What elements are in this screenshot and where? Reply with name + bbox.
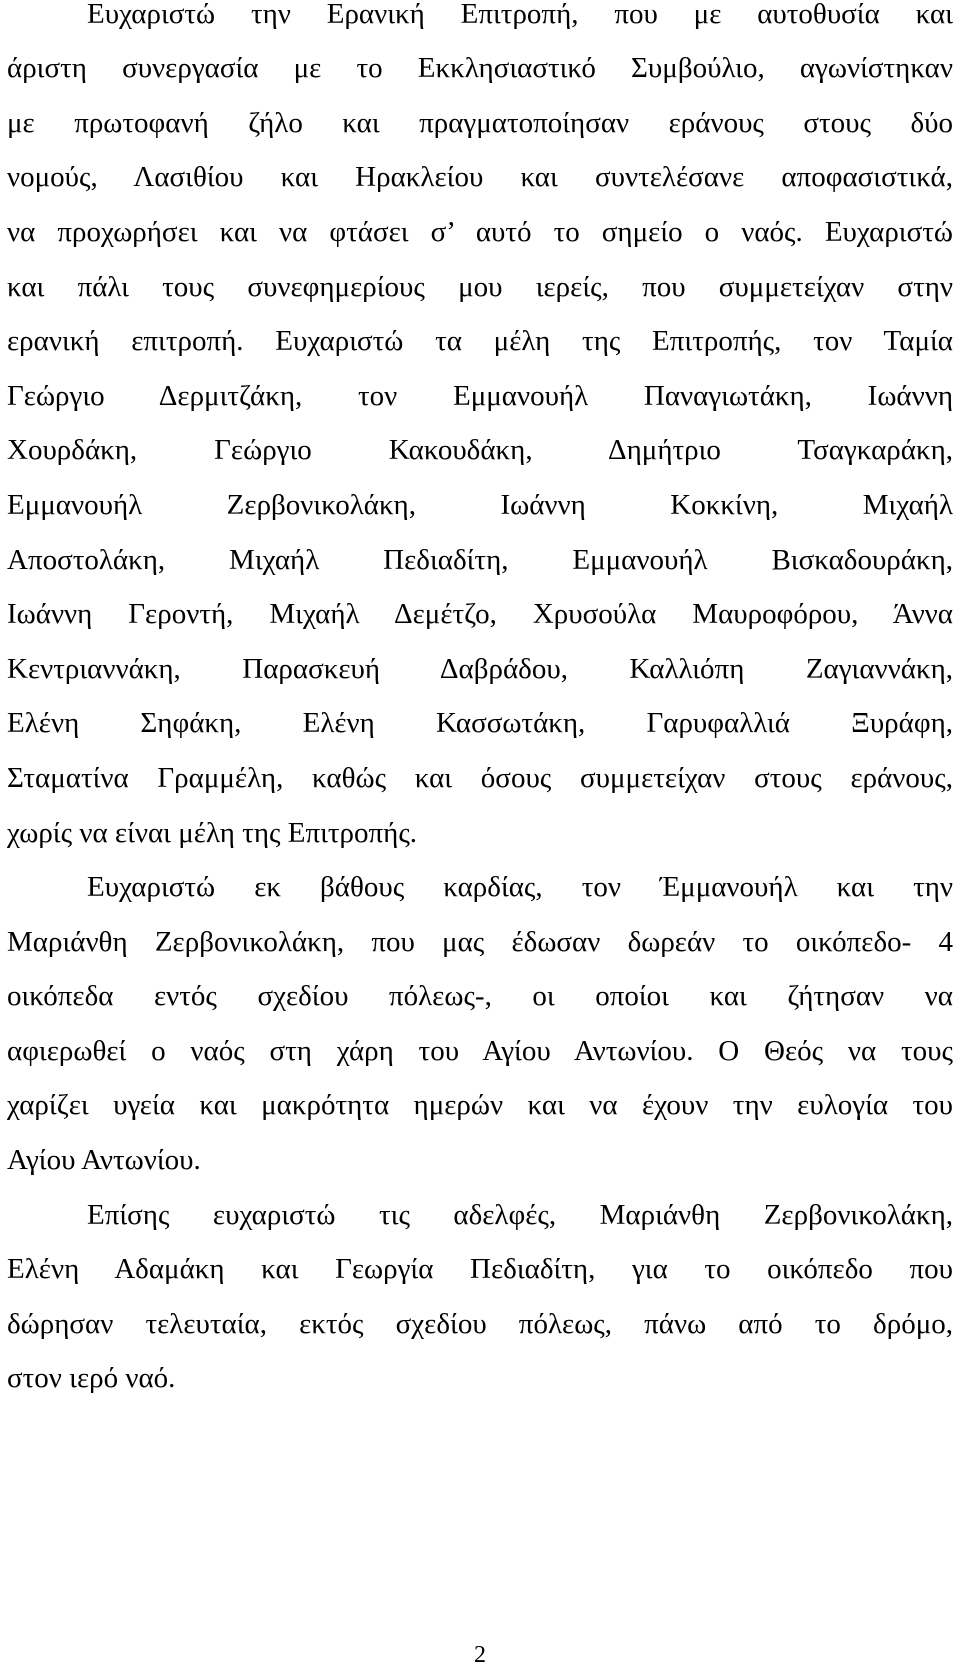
text-line: Ελένη Σηφάκη, Ελένη Κασσωτάκη, Γαρυφαλλιά Ξυράφη,: [7, 707, 953, 739]
text-line: με πρωτοφανή ζήλο και πραγματοποίησαν εράνους στους δύο: [7, 107, 953, 139]
text-line: αφιερωθεί ο ναός στη χάρη του Αγίου Αντωνίου. Ο Θεός να τους: [7, 1035, 953, 1067]
text-line: ερανική επιτροπή. Ευχαριστώ τα μέλη της Επιτροπής, τον Ταμία: [7, 325, 953, 357]
text-line: άριστη συνεργασία με το Εκκλησιαστικό Συμβούλιο, αγωνίστηκαν: [7, 52, 953, 84]
text-line: να προχωρήσει και να φτάσει σ’ αυτό το σημείο ο ναός. Ευχαριστώ: [7, 216, 953, 248]
text-line: Αγίου Αντωνίου.: [7, 1144, 201, 1176]
text-line: Ευχαριστώ την Ερανική Επιτροπή, που με αυτοθυσία και: [87, 0, 953, 30]
text-line: δώρησαν τελευταία, εκτός σχεδίου πόλεως, πάνω από το δρόμο,: [7, 1308, 953, 1340]
text-line: Κεντριαννάκη, Παρασκευή Δαβράδου, Καλλιόπη Ζαγιαννάκη,: [7, 653, 953, 685]
text-line: Ιωάννη Γεροντή, Μιχαήλ Δεμέτζο, Χρυσούλα Μαυροφόρου, Άννα: [7, 598, 953, 630]
text-line: Ευχαριστώ εκ βάθους καρδίας, τον Έμμανουήλ και την: [87, 871, 953, 903]
text-line: και πάλι τους συνεφημερίους μου ιερείς, που συμμετείχαν στην: [7, 271, 953, 303]
text-line: Ελένη Αδαμάκη και Γεωργία Πεδιαδίτη, για το οικόπεδο που: [7, 1253, 953, 1285]
text-line: χαρίζει υγεία και μακρότητα ημερών και να έχουν την ευλογία του: [7, 1089, 953, 1121]
text-line: Επίσης ευχαριστώ τις αδελφές, Μαριάνθη Ζερβονικολάκη,: [87, 1199, 953, 1231]
text-line: Γεώργιο Δερμιτζάκη, τον Εμμανουήλ Παναγιωτάκη, Ιωάννη: [7, 380, 953, 412]
text-line: Μαριάνθη Ζερβονικολάκη, που μας έδωσαν δωρεάν το οικόπεδο- 4: [7, 926, 953, 958]
text-line: στον ιερό ναό.: [7, 1362, 176, 1394]
text-line: Εμμανουήλ Ζερβονικολάκη, Ιωάννη Κοκκίνη, Μιχαήλ: [7, 489, 953, 521]
text-line: χωρίς να είναι μέλη της Επιτροπής.: [7, 817, 418, 849]
text-line: νομούς, Λασιθίου και Ηρακλείου και συντελέσανε αποφασιστικά,: [7, 161, 953, 193]
text-line: Σταματίνα Γραμμέλη, καθώς και όσους συμμετείχαν στους εράνους,: [7, 762, 953, 794]
page-number: 2: [474, 1642, 486, 1668]
text-line: οικόπεδα εντός σχεδίου πόλεως-, οι οποίοι και ζήτησαν να: [7, 980, 953, 1012]
text-line: Χουρδάκη, Γεώργιο Κακουδάκη, Δημήτριο Τσαγκαράκη,: [7, 434, 953, 466]
text-line: Αποστολάκη, Μιχαήλ Πεδιαδίτη, Εμμανουήλ Βισκαδουράκη,: [7, 544, 953, 576]
